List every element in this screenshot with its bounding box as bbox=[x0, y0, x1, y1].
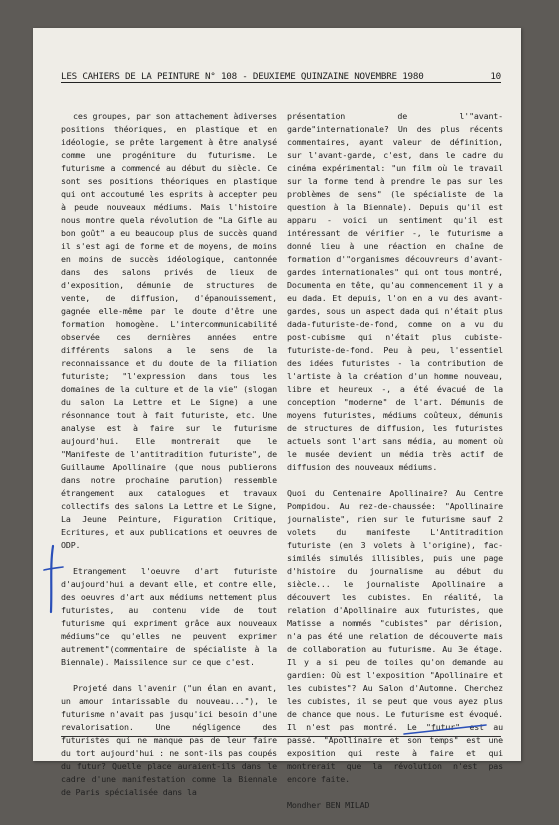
pen-underline-mark bbox=[400, 720, 490, 740]
paragraph: Etrangement l'oeuvre d'art futuriste d'aujourd'hui a devant elle, et contre elle, des oeuvres d'art aux médiums nettement plus futuristes, au contenu vide de tout futurisme qui expriment grâce aux nouveaux médiums"ce qu'elles ne peuvent exprimer autrement"(commentaire de spécialiste à la Biennale). Maissilence sur ce que c'est. bbox=[61, 566, 277, 667]
header-title: LES CAHIERS DE LA PEINTURE N° 108 - DEUXIEME QUINZAINE NOVEMBRE 1980 bbox=[61, 71, 424, 82]
left-column bbox=[61, 110, 277, 812]
paragraph: présentation de l'"avant-garde"internationale? Un des plus récents commentaires, ayant valeur de définition, sur l'avant-garde, c'est, dans le cadre du cinéma expérimental: "un film où le travail sur la forme tend à prendre le pas sur les problèmes de sens" (le spécialiste de la question à la Biennale). Depuis qu'il est apparu - voici un sentiment qu'il est intéressant de vérifier -, le futurisme a donné lieu à une réaction en chaîne de formation d'"organismes découvreurs d'avant-gardes internationales" qui ont tous montré, Documenta en tête, qu'au commencement il y a eu dada. Et depuis, l'on en a vu des avant-gardes, sous un aspect dada qui n'était plus dada-futuriste-de-fond, comme on a vu du post-cubisme qui n'était plus cubiste-futuriste-de-fond. Peu à peu, l'essentiel des idées futuristes - la contribution de l'artiste à la création d'un homme nouveau, libre et heureux -, a été évacué de la conception "moderne" de l'art. Démunis de moyens futuristes, médiums coûteux, démunis de structures de diffusion, les futuristes actuels sont l'art sans média, au moment où le musée devient un média très actif de diffusion des nouveaux médiums. bbox=[287, 111, 503, 472]
right-column bbox=[287, 110, 503, 825]
magazine-page bbox=[33, 28, 521, 810]
running-header bbox=[61, 68, 501, 83]
paragraph: ces groupes, par son attachement àdiverses positions théoriques, en plastique et en idéologie, se prête largement à être analysé comme une progéniture du futurisme. Le futurisme a commencé au début du siècle. Ce sont ses positions théoriques en plastique qui ont accoutumé les esprits à accepter peu à peude nouveaux médiums. Mais l'histoire nous montre quela révolution de "La Gifle au bon goût" a eu beaucoup plus de succès quand il s'est agi de forme et de moyens, de moins en moins de succès idéologique, cantonnée dans des salons privés de lieux de d'exposition, démunie de structures de vente, de diffusion, d'épanouissement, gagnée elle-même par le doute d'être une formation homogène. L'intercommunicabilité observée ces dernières années entre différents salons a le sens de la reconnaissance et du doute de la filiation futuriste; "l'expression dans tous les domaines de la culture et de la vie" (slogan du salon La Lettre et Le Signe) a une résonnance tout à fait futuriste, etc. Une analyse est à faire sur le futurisme aujourd'hui. Elle montrerait que le "Manifeste de l'antitradition futuriste", de Guillaume Apollinaire (que nous publierons dans notre prochaine parution) ressemble étrangement aux catalogues et travaux collectifs des salons La Lettre et Le Signe, La Jeune Peinture, Figuration Critique, Ecritures, et aux publications et oeuvres de ODP. bbox=[61, 111, 277, 550]
author-signature: Mondher BEN MILAD bbox=[287, 800, 370, 810]
pen-stroke bbox=[404, 725, 486, 734]
page-number: 10 bbox=[490, 71, 501, 82]
paragraph: Quoi du Centenaire Apollinaire? Au Centre Pompidou. Au rez-de-chaussée: "Apollinaire journaliste", rien sur le futurisme sauf 2 volets du manifeste L'Antitradition futuriste (en 3 volets à l'origine), fac-similés simulés illisibles, puis une page d'histoire du journalisme au début du siècle... le journaliste Apollinaire a découvert les cubistes. En réalité, la relation d'Apollinaire aux futuristes, que Matisse a nommés "cubistes" par dérision, n'a pas été une relation de découverte mais de collaboration au futurisme. Au 3e étage. Il y a si peu de toiles qu'on demande au gardien: Où est l'exposition "Apollinaire et les cubistes"? Au Salon d'Automne. Cherchez les cubistes, il se peut que vous ayez plus de chance que nous. Le futurisme est évoqué. Il n'est pas montré. Le "futur" est au passé. "Apollinaire et son temps" est une exposition qui reste à faire et qui montrerait que la révolution n'est pas encore faite. bbox=[287, 488, 503, 784]
pen-stroke bbox=[51, 546, 53, 612]
pen-annotation-mark bbox=[38, 540, 68, 620]
paragraph: Projeté dans l'avenir ("un élan en avant, un amour intarissable du nouveau..."), le futurisme n'avait pas jusqu'ici besoin d'une revalorisation. Une négligence des futuristes qui ne manque pas de leur faire du tort aujourd'hui : ne sont-ils pas coupés du futur? Quelle place auraient-ils dans le cadre d'une manifestation comme la Biennale de Paris spécialisée dans la bbox=[61, 683, 277, 797]
pen-stroke bbox=[44, 567, 63, 570]
